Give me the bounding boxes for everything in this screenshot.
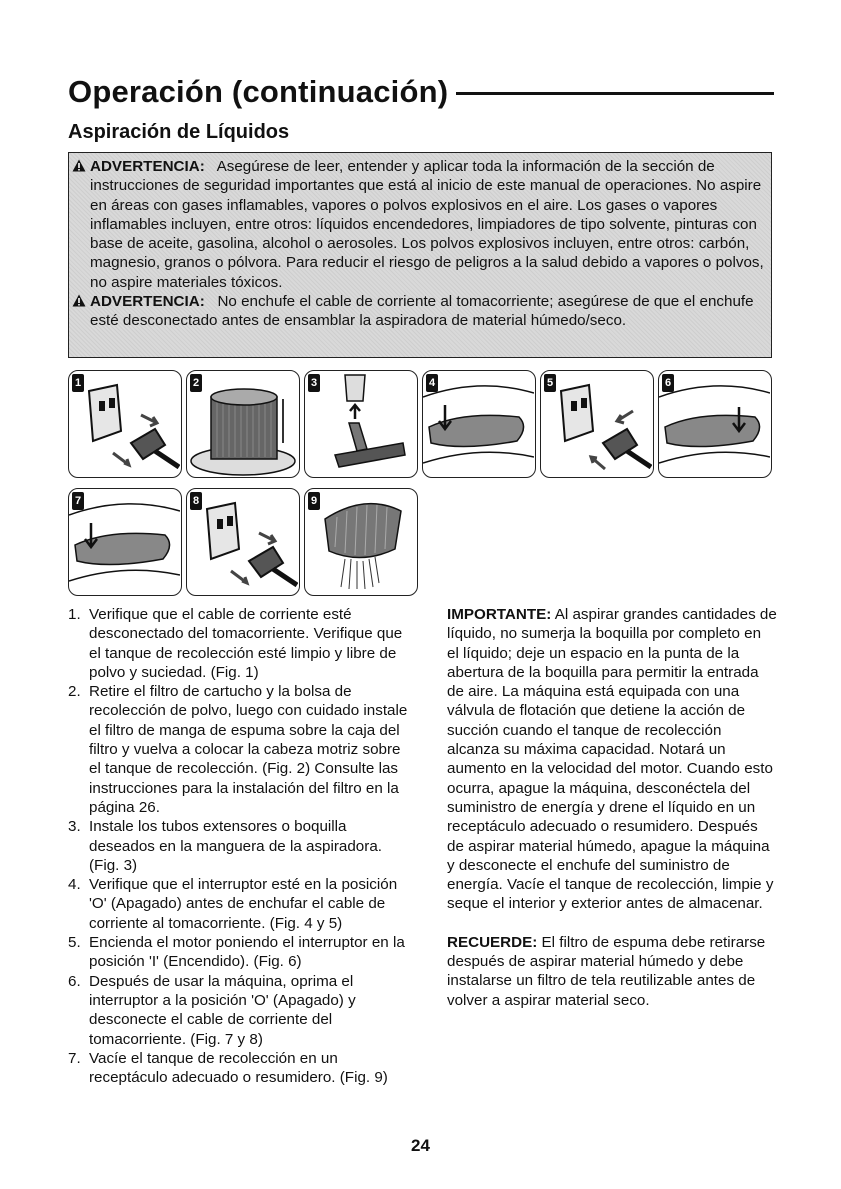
step-number: 2.: [68, 683, 81, 701]
list-item: [68, 682, 408, 817]
step-number: 7.: [68, 1049, 81, 1067]
figure-3: [304, 370, 418, 478]
list-item: [68, 1049, 408, 1088]
nozzle-attach-icon: [305, 371, 416, 476]
list-item: [68, 972, 408, 1049]
warning-text: Asegúrese de leer, entender y aplicar toda la información de la sección de instrucciones de seguridad importantes que está al inicio de este manual de operaciones. No aspire en áreas con gases inflamables, vapores o polvos explosivos en el aire. Los gases o vapores inflamables incluyen, entre otros: líquidos encendedores, limpiadores de tipo solvente, pinturas con base de aceite, gasolina, alcohol o aerosoles. Los polvos explosivos incluyen, entre otros: carbón, magnesio, granos o pólvora. Para reducir el riesgo de peligros a la salud debido a vapores o polvos, no aspire materiales tóxicos.: [90, 158, 764, 291]
figure-number: 2: [190, 374, 202, 392]
figure-1: [68, 370, 182, 478]
warning-label: ADVERTENCIA:: [90, 293, 205, 311]
step-text: Retire el filtro de cartucho y la bolsa de recolección de polvo, luego con cuidado instale el filtro de manga de espuma sobre la caja del filtro y vuelva a colocar la cabeza motriz sobre el tanque de recolección. (Fig. 2) Consulte las instrucciones para la instalación del filtro en la página 26.: [89, 683, 408, 816]
figure-number: 1: [72, 374, 84, 392]
step-text: Instale los tubos extensores o boquilla deseados en la manguera de la aspiradora. (Fig. 3): [89, 818, 382, 874]
list-item: [68, 817, 408, 875]
steps-list: [68, 605, 408, 1087]
remember-text: El filtro de espuma debe retirarse después de aspirar material húmedo y debe instalarse un filtro de tela reutilizable antes de volver a aspirar material seco.: [447, 933, 766, 1009]
important-text: Al aspirar grandes cantidades de líquido, no sumerja la boquilla por completo en el líquido; deje un espacio en la punta de la abertura de la boquilla para permitir la entrada de aire. La máquina está equipada con una válvula de flotación que detiene la acción de succión cuando el tanque de recolección alcanza su máxima capacidad. Notará un aumento en la velocidad del motor. Cuando esto ocurra, apague la máquina, desconéctela del suministro de energía y drene el líquido en un receptáculo adecuado o resumidero. Después de aspirar material húmedo, apague la máquina y desconecte el enchufe del suministro de energía. Vacíe el tanque de recolección, limpie y seque el interior y exterior antes de almacenar.: [447, 606, 777, 913]
list-item: [68, 875, 408, 933]
switch-off-icon: [69, 489, 180, 594]
figure-number: 5: [544, 374, 556, 392]
list-item: [68, 933, 408, 972]
figure-7: [68, 488, 182, 596]
step-number: 3.: [68, 818, 81, 836]
section-subtitle: Aspiración de Líquidos: [68, 121, 290, 143]
step-text: Verifique que el cable de corriente esté desconectado del tomacorriente. Verifique que el tanque de recolección esté limpio y libre de polvo y suciedad. (Fig. 1): [89, 606, 403, 681]
step-text: Verifique que el interruptor esté en la posición 'O' (Apagado) antes de enchufar el cable de corriente al tomacorriente. (Fig. 4 y 5): [89, 876, 398, 932]
step-number: 6.: [68, 972, 81, 990]
title-rule: [456, 92, 774, 95]
step-text: Encienda el motor poniendo el interruptor en la posición 'I' (Encendido). (Fig. 6): [89, 934, 405, 971]
step-text: Vacíe el tanque de recolección en un receptáculo adecuado o resumidero. (Fig. 9): [89, 1049, 388, 1087]
warning-text: No enchufe el cable de corriente al tomacorriente; asegúrese de que el enchufe esté desconectado antes de ensamblar la aspiradora de material húmedo/seco.: [90, 293, 754, 330]
page-number: 24: [411, 1136, 430, 1155]
tank-empty-icon: [305, 489, 416, 594]
figure-number: 9: [308, 492, 320, 510]
remember-label: RECUERDE:: [447, 933, 538, 951]
figure-number: 8: [190, 492, 202, 510]
important-label: IMPORTANTE:: [447, 606, 552, 623]
important-note: [447, 605, 777, 914]
figure-number: 6: [662, 374, 674, 392]
list-item: [68, 605, 408, 682]
warning-label: ADVERTENCIA:: [90, 158, 205, 175]
figure-4: [422, 370, 536, 478]
step-number: 4.: [68, 876, 81, 894]
figure-number: 3: [308, 374, 320, 392]
plug-unplugged-icon: [69, 371, 180, 476]
plug-in-icon: [541, 371, 652, 476]
steps-column: [68, 605, 408, 1087]
step-number: 1.: [68, 606, 81, 623]
warning-box: [68, 152, 772, 358]
figure-9: [304, 488, 418, 596]
plug-unplugged-icon: [187, 489, 298, 594]
foam-filter-icon: [187, 371, 298, 476]
figure-number: 4: [426, 374, 438, 392]
warning-paragraph-2: [75, 292, 765, 331]
figure-5: [540, 370, 654, 478]
switch-off-icon: [423, 371, 534, 476]
page-title: Operación (continuación): [68, 74, 449, 109]
warning-paragraph-1: [75, 157, 765, 292]
step-number: 5.: [68, 934, 81, 952]
figure-8: [186, 488, 300, 596]
figure-6: [658, 370, 772, 478]
warning-triangle-icon: [72, 159, 86, 172]
figure-number: 7: [72, 492, 84, 510]
warning-triangle-icon: [72, 294, 86, 307]
figure-grid: [68, 370, 772, 596]
remember-note: [447, 933, 777, 1010]
step-text: Después de usar la máquina, oprima el interruptor a la posición 'O' (Apagado) y desconecte el cable de corriente del tomacorriente. (Fig. 7 y 8): [89, 972, 356, 1048]
switch-on-icon: [659, 371, 770, 476]
figure-2: [186, 370, 300, 478]
notes-column: [447, 605, 777, 1029]
